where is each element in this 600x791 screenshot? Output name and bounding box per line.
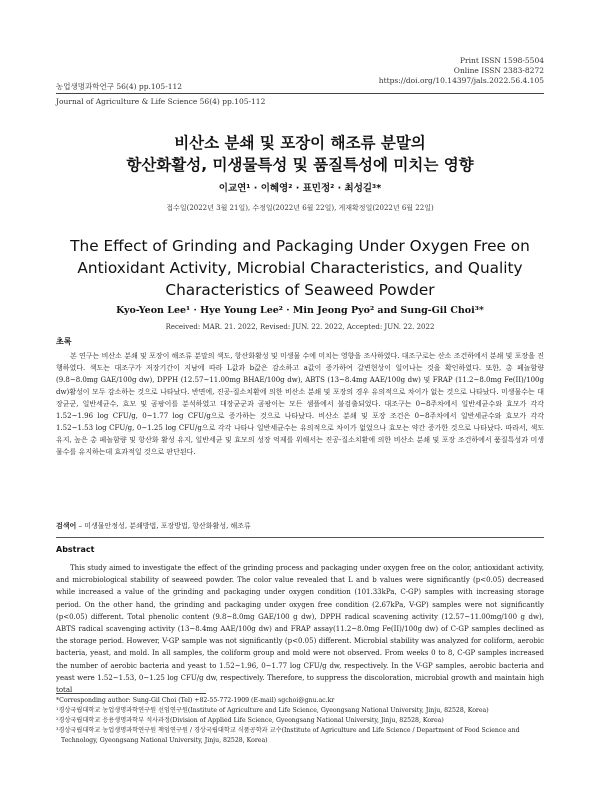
abstract-english-heading: Abstract [56,545,95,554]
footnotes [56,696,544,746]
abstract-korean-heading: 초록 [56,337,72,346]
title-english-line-1: The Effect of Grinding and Packaging Under Oxygen Free on [70,237,530,255]
footnote-affiliation-3: ³경상국립대학교 농업생명과학연구원 책임연구원 / 경상국립대학교 식품공학과 교수(Institute of Agriculture and Life Science / Department of Food Science and [56,727,520,734]
footnote-corresponding: *Corresponding author: Sung-Gil Choi (Tel) +82-55-772-1909 (E-mail) sgchoi@gnu.ac.kr [56,697,335,704]
issn-block [379,56,544,86]
title-korean-line-2: 항산화활성, 미생물특성 및 품질특성에 미치는 영향 [126,156,474,174]
journal-citation-en: Journal of Agriculture & Life Science 56(4) pp.105-112 [56,97,266,106]
header-divider [56,93,544,94]
title-english [56,235,544,301]
authors-korean: 이교연¹ · 이혜영² · 표민정² · 최성길³* [218,183,382,194]
section-divider [56,537,544,538]
issn-print: Print ISSN 1598-5504 [459,56,544,65]
footnote-affiliation-3-continued: Technology, Gyeongsang National University, Jinju, 82528, Korea) [61,737,268,744]
doi-link[interactable]: https://doi.org/10.14397/jals.2022.56.4.105 [378,76,544,85]
issn-online: Online ISSN 2383-8272 [453,66,544,75]
dates-english: Received: MAR. 21. 2022, Revised: JUN. 22. 2022, Accepted: JUN. 22. 2022 [165,323,435,331]
abstract-korean-body [56,350,544,458]
abstract-korean-text: 본 연구는 비산소 분쇄 및 포장이 해조류 분말의 색도, 항산화활성 및 미생물 수에 미치는 영향을 조사하였다. 대조구로는 산소 조건하에서 분쇄 및 포장을 진행하였다. 색도는 대조구가 저장기간이 지남에 따라 L값과 b값은 감소하고 a값이 증가하여 갈변현상이 일어나는 것을 확인하였다. 또한, 총 페놀함량 (9.8~8.0mg GAE/100g dw), DPPH (12.57~11.00mg BHAE/100g dw), ABTS (13~8.4mg AAE/100g dw) 및 FRAP (11.2~8.0mg Fe(II)/100g dw)활성이 모두 감소하는 것으로 나타났다. 반면에, 진공-질소치환에 의한 비산소 분쇄 및 포장의 경우 유의적으로 차이가 없는 것으로 나타났다. 미생물수는 대장균군, 일반세균수, 효모 및 곰팡이를 분석하였고 대장균군과 곰팡이는 모든 샘플에서 불검출되었다. 대조구는 0~8주차에서 일반세균수와 효모가 각각 1.52~1.96 log CFU/g, 0~1.77 log CFU/g으로 증가하는 것으로 나타났다. 비산소 분쇄 및 포장 조건은 0~8주차에서 일반세균수와 효모가 각각 1.52~1.53 log CFU/g, 0~1.25 log CFU/g으로 각각 나타나 일반세균수는 유의적으로 차이가 없었으나 효모는 약간 증가한 것으로 나타났다. 따라서, 색도유지, 높은 총 페놀함량 및 항산화 활성 유지, 일반세균 및 효모의 성장 억제를 위해서는 진공-질소치환에 의한 비산소 분쇄 및 포장 조건하에서 품질특성과 미생물수를 유지하는데 효과적일 것으로 판단된다. [56,352,544,456]
title-korean-line-1: 비산소 분쇄 및 포장이 해조류 분말의 [174,134,426,152]
footnote-affiliation-1: ¹경상국립대학교 농업생명과학연구원 선임연구원(Institute of Agriculture and Life Science, Gyeongsang National University, Jinju, 82528, Korea) [56,707,489,714]
keywords-korean [56,521,544,531]
journal-citation-ko: 농업생명과학연구 56(4) pp.105-112 [56,82,183,91]
authors-english: Kyo-Yeon Lee¹ · Hye Young Lee² · Min Jeong Pyo² and Sung-Gil Choi³* [116,305,484,316]
title-english-line-2: Antioxidant Activity, Microbial Characteristics, and Quality [77,259,523,277]
dates-korean: 접수일(2022년 3월 21일), 수정일(2022년 6월 22일), 게재확정일(2022년 6월 22일) [166,204,434,212]
footnote-affiliation-2: ²경상국립대학교 응용생명과학부 석사과정(Division of Applied Life Science, Gyeongsang National University, Jinju, 82528, Korea) [56,717,444,724]
footnote-divider [56,693,206,694]
keywords-korean-label: 검색어 [56,522,77,530]
title-korean [56,132,544,176]
title-english-line-3: Characteristics of Seaweed Powder [165,281,435,299]
abstract-english-paragraph: This study aimed to investigate the effect of the grinding process and packaging under oxygen free on the color, antioxidant activity, and microbiological stability of seaweed powder. The color value revealed that L and b values were significantly (p<0.05) decreased while increased a value of the grinding and packaging under oxygen condition (101.33kPa, C-GP) samples with increasing storage period. On the other hand, the grinding and packaging under oxygen free condition (2.67kPa, V-GP) samples were not significantly (p<0.05) different. Total phenolic content (9.8~8.0mg GAE/100 g dw), DPPH radical scavening activity (12.57~11.00mg/100 g dw), ABTS radical scavenging activity (13~8.4mg AAE/100g dw) and FRAP assay(11.2~8.0mg Fe(II)/100g dw) of C-GP samples declined as the storage period. However, V-GP sample was not significantly (p<0.05) different. Microbial stability was analyzed for coliform, aerobic bacteria, yeast, and mold. In all samples, the coliform group and mold were not observed. From weeks 0 to 8, C-GP samples increased the number of aerobic bacteria and yeast to 1.52~1.96, 0~1.77 log CFU/g dw, respectively. In the V-GP samples, aerobic bacteria and yeast were 1.52~1.53, 0~1.25 log CFU/g dw, respectively. Therefore, to suppress the discoloration, microbial growth and maintain high total [56,564,544,695]
keywords-korean-text: – 미생물안정성, 분쇄방법, 포장방법, 항산화활성, 해조류 [76,522,251,530]
abstract-english-body [56,562,544,696]
